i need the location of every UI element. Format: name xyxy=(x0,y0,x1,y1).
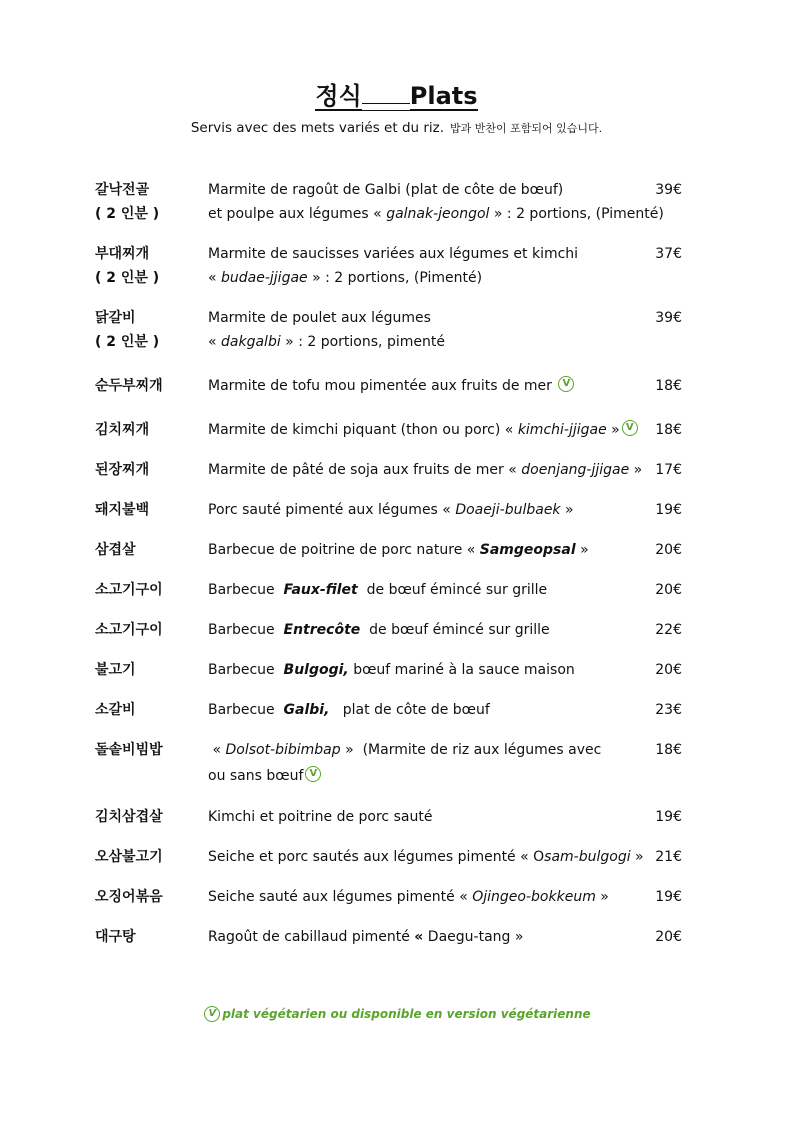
dish-price: 20€ xyxy=(655,929,682,945)
vegetarian-legend xyxy=(0,1006,793,1022)
dish-korean-name: 김치삼겹살 xyxy=(95,809,163,825)
dish-price: 23€ xyxy=(655,702,682,718)
dish-korean-name: 불고기 xyxy=(95,662,136,678)
dish-price: 19€ xyxy=(655,809,682,825)
dish-price: 18€ xyxy=(655,378,682,394)
dish-price: 17€ xyxy=(655,462,682,478)
dish-description-line2: « dakgalbi » : 2 portions, pimenté xyxy=(208,334,445,350)
dish-korean-name: 소고기구이 xyxy=(95,582,163,598)
dish-price: 39€ xyxy=(655,182,682,198)
dish-description: Kimchi et poitrine de porc sauté xyxy=(208,809,433,825)
dish-description: Marmite de kimchi piquant (thon ou porc) « kimchi-jjigae » V xyxy=(208,418,648,442)
dish-korean-name: 된장찌개 xyxy=(95,462,150,478)
vegetarian-legend-text: plat végétarien ou disponible en version végétarienne xyxy=(222,1007,591,1021)
dish-description: Barbecue Bulgogi, bœuf mariné à la sauce maison xyxy=(208,662,575,678)
subtitle-korean: 밥과 반찬이 포함되어 있습니다. xyxy=(450,122,603,135)
dish-description: Marmite de saucisses variées aux légumes et kimchi xyxy=(208,246,579,262)
dish-price: 18€ xyxy=(655,422,682,438)
page-title xyxy=(0,81,793,111)
dish-description-line2: et poulpe aux légumes « galnak-jeongol » : 2 portions, (Pimenté) xyxy=(208,206,664,222)
vegetarian-icon: V xyxy=(622,420,638,436)
dish-korean-name: 부대찌개 xyxy=(95,246,150,262)
dish-korean-name: 닭갈비 xyxy=(95,310,136,326)
dish-price: 19€ xyxy=(655,502,682,518)
dish-price: 18€ xyxy=(655,742,682,758)
dish-price: 20€ xyxy=(655,662,682,678)
dish-price: 20€ xyxy=(655,582,682,598)
dish-korean-name: 삼겹살 xyxy=(95,542,136,558)
subtitle xyxy=(0,119,793,138)
dish-description: Barbecue Faux-filet de bœuf émincé sur grille xyxy=(208,582,548,598)
dish-portion: ( 2 인분 ) xyxy=(95,270,160,286)
dish-korean-name: 김치찌개 xyxy=(95,422,150,438)
dish-price: 20€ xyxy=(655,542,682,558)
dish-description: Marmite de tofu mou pimentée aux fruits de mer V xyxy=(208,374,648,398)
dish-description: Barbecue Galbi, plat de côte de bœuf xyxy=(208,702,490,718)
vegetarian-icon: V xyxy=(204,1006,220,1022)
dish-price: 19€ xyxy=(655,889,682,905)
dish-description: Marmite de ragoût de Galbi (plat de côte de bœuf) xyxy=(208,182,564,198)
dish-price: 39€ xyxy=(655,310,682,326)
dish-description: « Dolsot-bibimbap » (Marmite de riz aux légumes avec xyxy=(208,742,602,758)
title-french: Plats xyxy=(409,82,478,110)
dish-description-line2: ou sans bœuf V xyxy=(208,764,648,788)
dish-portion: ( 2 인분 ) xyxy=(95,206,160,222)
dish-korean-name: 소갈비 xyxy=(95,702,136,718)
subtitle-french: Servis avec des mets variés et du riz. xyxy=(190,120,445,136)
dish-korean-name: 오징어볶음 xyxy=(95,889,163,905)
dish-description: Seiche et porc sautés aux légumes pimenté « Osam-bulgogi » xyxy=(208,849,644,865)
dish-description: Seiche sauté aux légumes pimenté « Ojingeo-bokkeum » xyxy=(208,889,609,905)
dish-korean-name: 돌솥비빔밥 xyxy=(95,742,163,758)
dish-description: Barbecue de poitrine de porc nature « Samgeopsal » xyxy=(208,542,589,558)
vegetarian-icon: V xyxy=(558,376,574,392)
dish-description: Porc sauté pimenté aux légumes « Doaeji-bulbaek » xyxy=(208,502,574,518)
dish-description: Ragoût de cabillaud pimenté « Daegu-tang » xyxy=(208,929,524,945)
dish-korean-name: 오삼불고기 xyxy=(95,849,163,865)
dish-korean-name: 돼지불백 xyxy=(95,502,150,518)
dish-price: 37€ xyxy=(655,246,682,262)
vegetarian-icon: V xyxy=(305,766,321,782)
title-korean: 정식 xyxy=(315,82,362,110)
dish-korean-name: 순두부찌개 xyxy=(95,378,163,394)
dish-portion: ( 2 인분 ) xyxy=(95,334,160,350)
dish-description: Marmite de poulet aux légumes xyxy=(208,310,431,326)
dish-description-line2: « budae-jjigae » : 2 portions, (Pimenté) xyxy=(208,270,483,286)
dish-korean-name: 대구탕 xyxy=(95,929,136,945)
dish-description: Barbecue Entrecôte de bœuf émincé sur grille xyxy=(208,622,550,638)
dish-description: Marmite de pâté de soja aux fruits de mer « doenjang-jjigae » xyxy=(208,462,643,478)
dish-price: 21€ xyxy=(655,849,682,865)
dish-price: 22€ xyxy=(655,622,682,638)
dish-korean-name: 갈낙전골 xyxy=(95,182,150,198)
dish-korean-name: 소고기구이 xyxy=(95,622,163,638)
